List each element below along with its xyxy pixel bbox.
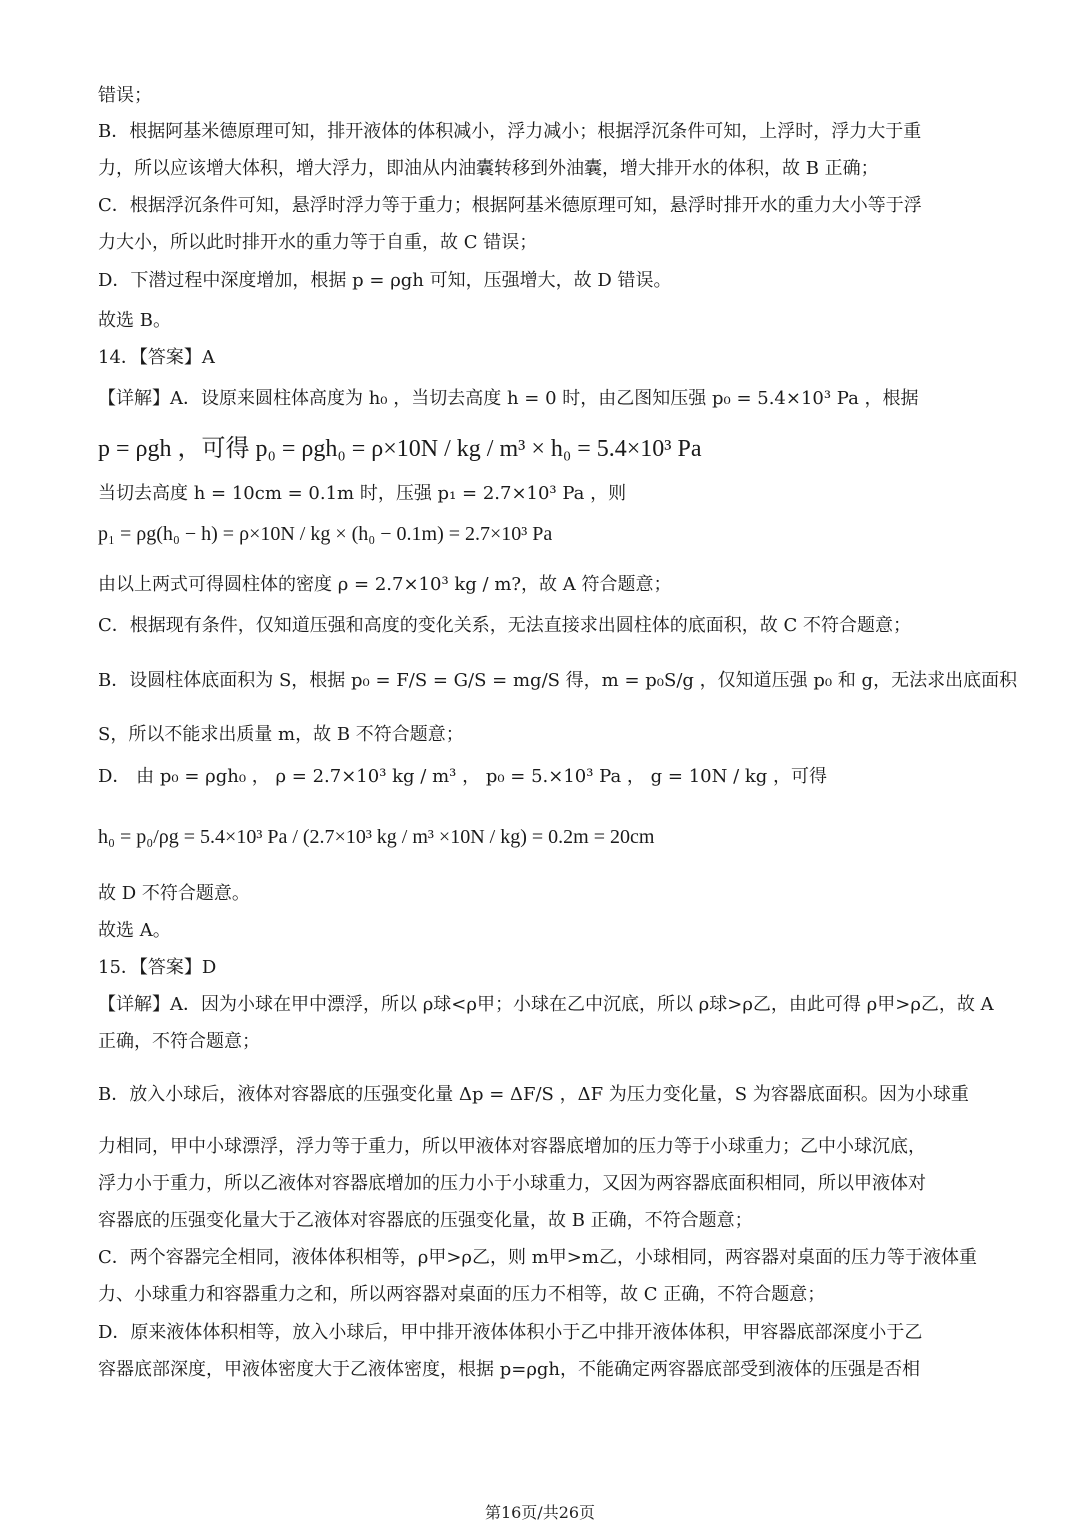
text-line: 故选 B。 [98,310,171,331]
text-line: D． 由 p₀ = ρgh₀ ， ρ = 2.7×10³ kg / m³ ， p₀ = 5.×10³ Pa ， g = 10N / kg ，可得 [98,766,828,787]
text-line: 故选 A。 [98,920,171,941]
text-line: C．根据浮沉条件可知，悬浮时浮力等于重力；根据阿基米德原理可知，悬浮时排开水的重力大小等于浮 [98,195,922,216]
text-line: C．根据现有条件，仅知道压强和高度的变化关系，无法直接求出圆柱体的底面积，故 C 不符合题意； [98,615,911,636]
text-line: 力大小，所以此时排开水的重力等于自重，故 C 错误； [98,232,538,253]
text-line: 容器底的压强变化量大于乙液体对容器底的压强变化量，故 B 正确，不符合题意； [98,1210,753,1231]
text-line: B．放入小球后，液体对容器底的压强变化量 Δp = ΔF/S ，ΔF 为压力变化量，S 为容器底面积。因为小球重 [98,1084,969,1105]
text-line: 故 D 不符合题意。 [98,883,250,904]
text-line: 由以上两式可得圆柱体的密度 ρ = 2.7×10³ kg / m?，故 A 符合题意； [98,574,672,595]
equation: p = ρgh ，可得 p₀ = ρgh₀ = ρ×10N / kg / m³ × h₀ = 5.4×10³ Pa [98,436,702,462]
page-footer: 第16页/共26页 [484,1503,596,1522]
equation: p₁ = ρg(h₀ − h) = ρ×10N / kg × (h₀ − 0.1m) = 2.7×10³ Pa [98,523,553,545]
text-line: 容器底部深度，甲液体密度大于乙液体密度，根据 p=ρgh，不能确定两容器底部受到液体的压强是否相 [98,1359,921,1380]
text-line: 正确，不符合题意； [98,1031,260,1052]
text-line: 力，所以应该增大体积，增大浮力，即油从内油囊转移到外油囊，增大排开水的体积，故 B 正确； [98,158,879,179]
answer-heading-15: 15．【答案】D [98,957,217,978]
text-line: C．两个容器完全相同，液体体积相等，ρ甲>ρ乙，则 m甲>m乙，小球相同，两容器对桌面的压力等于液体重 [98,1247,977,1268]
text-line: 力相同，甲中小球漂浮，浮力等于重力，所以甲液体对容器底增加的压力等于小球重力；乙中小球沉底， [98,1136,926,1157]
text-line: 当切去高度 h = 10cm = 0.1m 时，压强 p₁ = 2.7×10³ Pa ，则 [98,483,627,504]
equation: h₀ = p₀/ρg = 5.4×10³ Pa / (2.7×10³ kg / m³ ×10N / kg) = 0.2m = 20cm [98,826,655,848]
answer-heading-14: 14．【答案】A [98,347,215,368]
text-line: 力、小球重力和容器重力之和，所以两容器对桌面的压力不相等，故 C 正确，不符合题意； [98,1284,826,1305]
text-line: D．下潜过程中深度增加，根据 p = ρgh 可知，压强增大，故 D 错误。 [98,270,672,291]
text-line: 【详解】A．因为小球在甲中漂浮，所以 ρ球<ρ甲；小球在乙中沉底，所以 ρ球>ρ乙，由此可得 ρ甲>ρ乙，故 A [98,994,994,1015]
text-line: S，所以不能求出质量 m，故 B 不符合题意； [98,724,464,745]
text-line: B．设圆柱体底面积为 S，根据 p₀ = F/S = G/S = mg/S 得，m = p₀S/g ，仅知道压强 p₀ 和 g，无法求出底面积 [98,670,1018,691]
text-line: 浮力小于重力，所以乙液体对容器底增加的压力小于小球重力，又因为两容器底面积相同，所以甲液体对 [98,1173,926,1194]
text-line: 错误； [98,85,152,106]
text-line: 【详解】A．设原来圆柱体高度为 h₀ ，当切去高度 h = 0 时，由乙图知压强 p₀ = 5.4×10³ Pa ，根据 [98,388,919,409]
text-line: B．根据阿基米德原理可知，排开液体的体积减小，浮力减小；根据浮沉条件可知，上浮时，浮力大于重 [98,121,922,142]
text-line: D．原来液体体积相等，放入小球后，甲中排开液体体积小于乙中排开液体体积，甲容器底部深度小于乙 [98,1322,923,1343]
